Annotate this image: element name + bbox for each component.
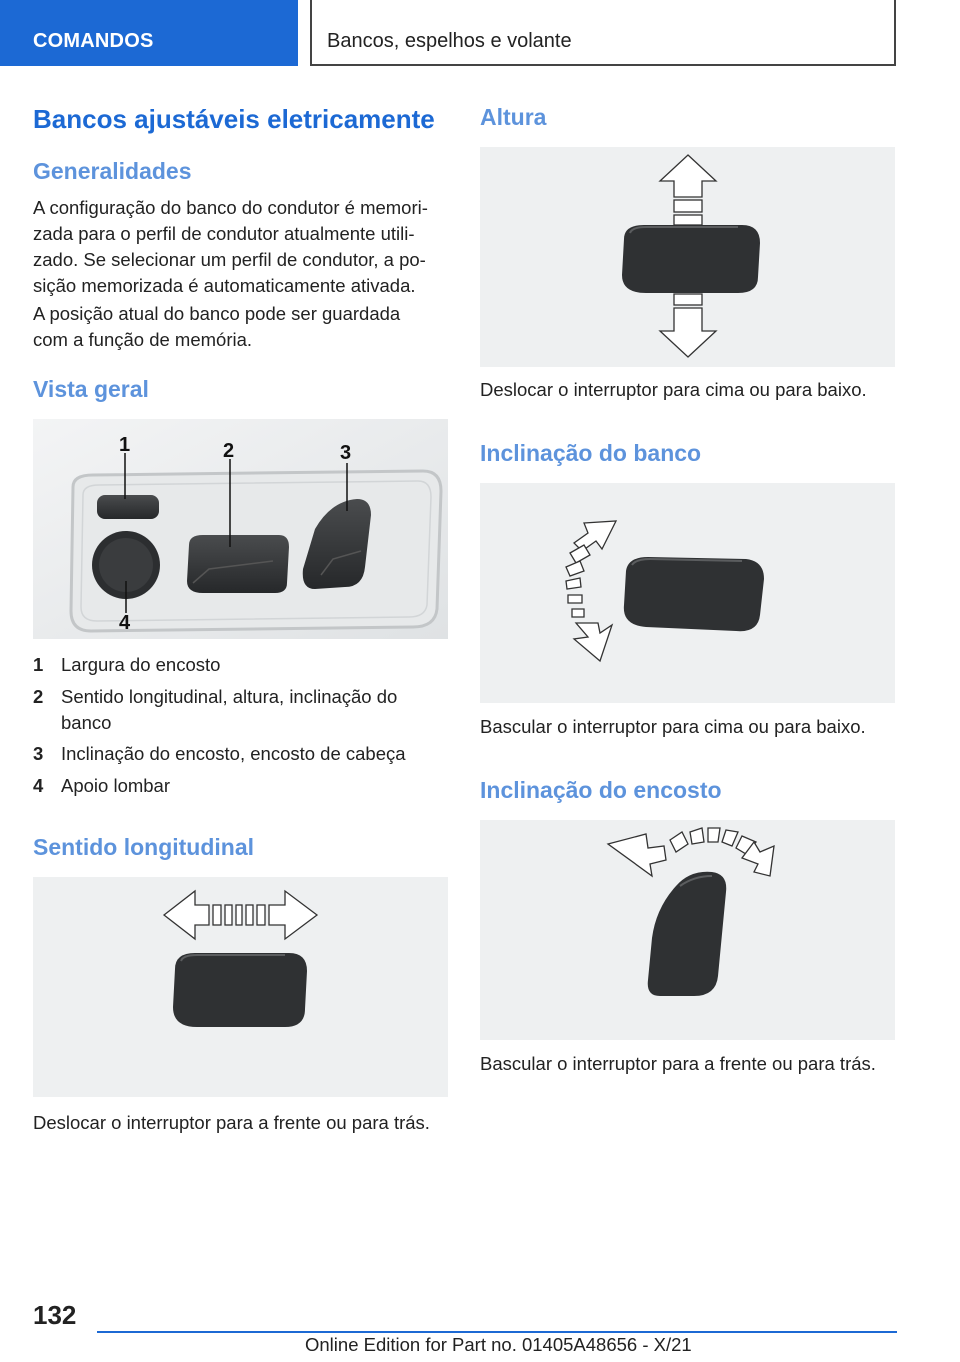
chapter-tab (310, 0, 896, 66)
legend-item-1 (33, 652, 448, 678)
caption-longitudinal: Deslocar o interruptor para a frente ou para trás. (33, 1112, 430, 1133)
text-line: zado. Se selecionar um perfil de condutor, a po- (33, 249, 426, 270)
legend-number: 2 (33, 686, 44, 707)
legend-text: Sentido longitudinal, altura, inclinação do banco (61, 686, 398, 733)
footer-edition: Online Edition for Part no. 01405A48656 - X/21 (305, 1334, 692, 1355)
page-number: 132 (33, 1300, 77, 1330)
heading-sentido-longitudinal: Sentido longitudinal (33, 834, 255, 860)
heading-altura: Altura (480, 104, 547, 130)
legend-text: Largura do encosto (61, 654, 221, 675)
text-line: com a função de memória. (33, 329, 253, 350)
backrest-tilt-image (480, 820, 895, 1040)
caption-inclinacao-banco: Bascular o interruptor para cima ou para baixo. (480, 716, 866, 737)
heading-generalidades: Generalidades (33, 158, 192, 184)
legend-item-2 (33, 684, 448, 736)
text-line: A configuração do banco do condutor é memori- (33, 197, 428, 218)
legend-text: Inclinação do encosto, encosto de cabeça (61, 743, 406, 764)
callout-1: 1 (119, 434, 131, 456)
seat-controls-overview-image (33, 419, 448, 639)
text-line: A posição atual do banco pode ser guardada (33, 303, 401, 324)
section-tab (0, 0, 298, 66)
caption-inclinacao-encosto: Bascular o interruptor para a frente ou para trás. (480, 1053, 876, 1074)
callout-3: 3 (340, 442, 352, 464)
legend-number: 3 (33, 743, 44, 764)
legend-item-4 (33, 773, 448, 799)
seat-tilt-image (480, 483, 895, 703)
text-line: sição memorizada é automaticamente ativada. (33, 275, 416, 296)
legend-item-3 (33, 741, 448, 767)
callout-2: 2 (223, 440, 235, 462)
legend-number: 4 (33, 775, 44, 796)
legend-number: 1 (33, 654, 44, 675)
text-line: zada para o perfil de condutor atualmente utili- (33, 223, 415, 244)
height-adjust-image (480, 147, 895, 367)
heading-vista-geral: Vista geral (33, 376, 149, 402)
legend-text: Apoio lombar (61, 775, 171, 796)
heading-inclinacao-encosto: Inclinação do encosto (480, 777, 722, 803)
caption-altura: Deslocar o interruptor para cima ou para baixo. (480, 379, 867, 400)
longitudinal-adjust-image (33, 877, 448, 1097)
heading-inclinacao-banco: Inclinação do banco (480, 440, 702, 466)
footer-divider (97, 1331, 897, 1333)
paragraph-generalidades-2 (33, 301, 400, 353)
page-title: Bancos ajustáveis eletricamente (33, 104, 435, 134)
chapter-label: Bancos, espelhos e volante (327, 30, 572, 52)
callout-4: 4 (119, 612, 131, 634)
paragraph-generalidades-1 (33, 195, 428, 299)
section-label: COMANDOS (33, 30, 154, 52)
